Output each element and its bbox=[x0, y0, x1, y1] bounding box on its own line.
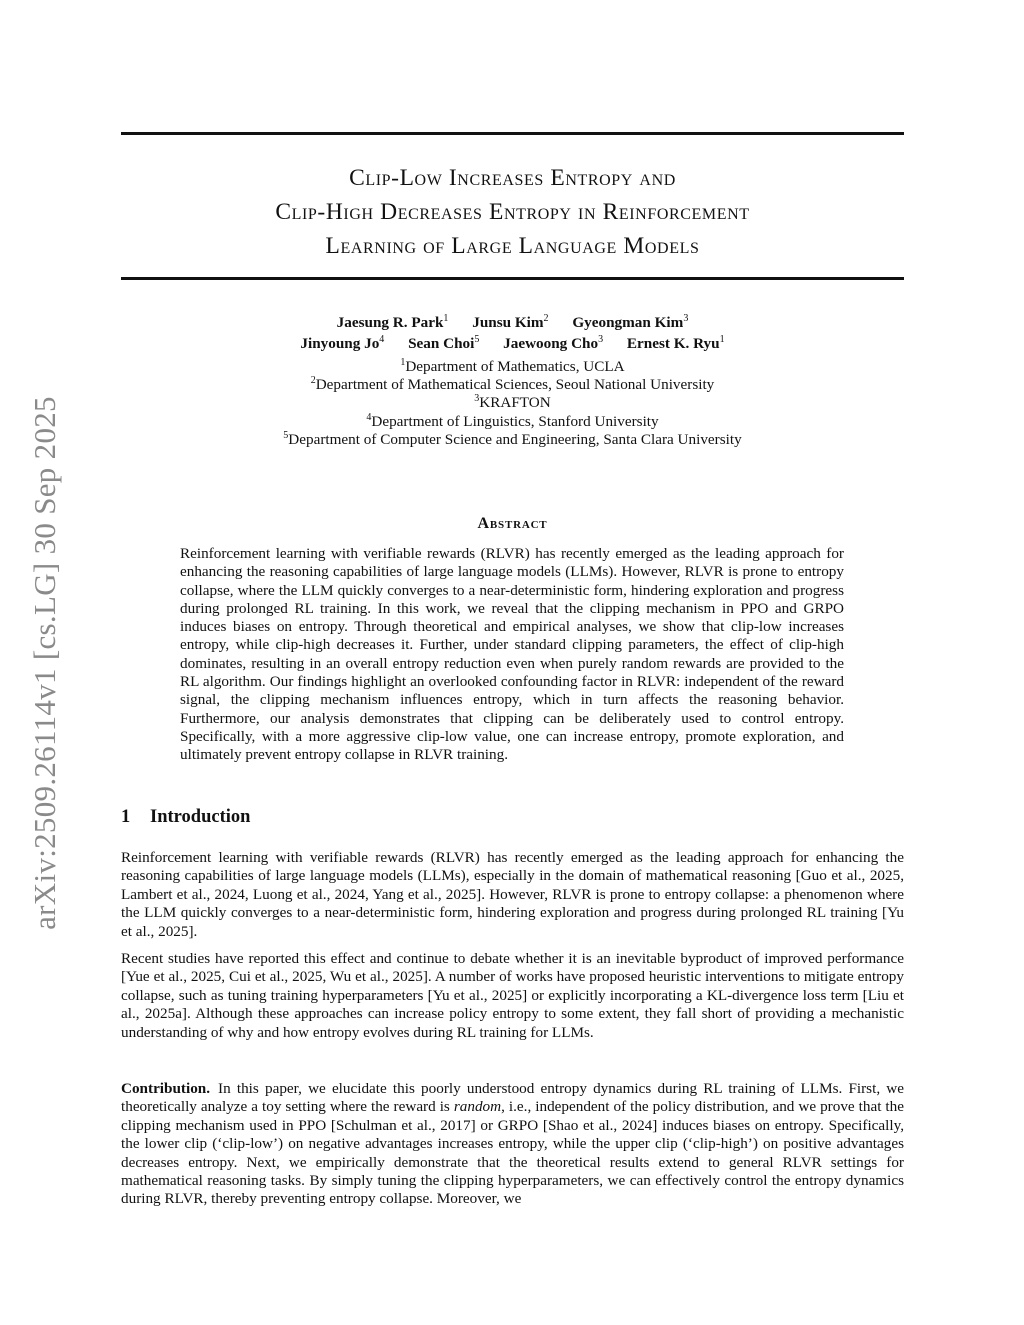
paper-title bbox=[121, 161, 904, 263]
title-line: Clip-High Decreases Entropy in Reinforcement bbox=[275, 199, 750, 225]
abstract-heading: Abstract bbox=[477, 515, 548, 532]
arxiv-identifier: arXiv:2509.26114v1 [cs.LG] 30 Sep 2025 bbox=[27, 396, 62, 930]
author-affil-mark: 3 bbox=[683, 313, 689, 324]
author bbox=[300, 333, 384, 354]
affiliation-number: 1 bbox=[400, 357, 406, 368]
section-number: 1 bbox=[121, 807, 131, 827]
section-title: Introduction bbox=[150, 807, 251, 827]
title-rule-bottom bbox=[121, 277, 904, 280]
author bbox=[337, 312, 449, 333]
affiliation bbox=[121, 394, 904, 412]
section-heading-introduction bbox=[121, 807, 250, 828]
paragraph-lead: Contribution. bbox=[121, 1080, 211, 1097]
title-rule-top bbox=[121, 132, 904, 135]
author-list bbox=[121, 312, 904, 354]
affiliation-number: 4 bbox=[366, 411, 372, 423]
affiliation-text: Department of Mathematics, UCLA bbox=[405, 358, 625, 375]
author bbox=[627, 333, 725, 354]
author-name: Gyeongman Kim bbox=[572, 314, 684, 331]
affiliation bbox=[121, 376, 904, 394]
author bbox=[472, 312, 548, 333]
author-name: Ernest K. Ryu bbox=[626, 335, 720, 352]
affiliation bbox=[121, 358, 904, 376]
affiliation bbox=[121, 431, 904, 449]
author-name: Jinyoung Jo bbox=[300, 335, 380, 352]
author bbox=[408, 333, 479, 354]
author bbox=[572, 312, 688, 333]
affiliation-text: Department of Linguistics, Stanford University bbox=[371, 412, 659, 430]
author-affil-mark: 1 bbox=[443, 313, 449, 324]
intro-paragraph-contribution bbox=[121, 1080, 904, 1209]
affiliation bbox=[121, 413, 904, 431]
title-line: Learning of Large Language Models bbox=[325, 233, 700, 259]
author-row bbox=[121, 312, 904, 333]
title-line: Clip-Low Increases Entropy and bbox=[349, 165, 676, 191]
author-affil-mark: 5 bbox=[474, 334, 480, 345]
paragraph-text: In this paper, we elucidate this poorly understood entropy dynamics during RL training of LLMs. First, we theoretically analyze a toy setting where the reward is bbox=[121, 1080, 904, 1116]
author-row bbox=[121, 333, 904, 354]
affiliation-number: 2 bbox=[310, 375, 316, 387]
author-name: Sean Choi bbox=[408, 335, 475, 352]
intro-paragraph-2: Recent studies have reported this effect and continue to debate whether it is an inevitable byproduct of improved performance [Yue et al., 2025, Cui et al., 2025, Wu et al., 2025]. A number of works have proposed heuristic interventions to mitigate entropy collapse, such as tuning training hyperparameters [Yu et al., 2025] or explicitly incorporating a KL-divergence loss term [Liu et al., 2025a]. Although these approaches can increase policy entropy to some extent, they fall short of providing a mechanistic understanding of why and how entropy evolves during RL training for LLMs. bbox=[121, 950, 904, 1041]
paragraph-text: , i.e., independent of the policy distribution, and we prove that the clipping mechanism used in PPO [Schulman et al., 2017] or GRPO [Shao et al., 2024] induces biases on entropy. Specifically, the lower clip (‘clip-low’) on negative advantages increases entropy, while the upper clip (‘clip-high’) on positive advantages decreases entropy. Next, we empirically demonstrate that the theoretical results extend to general RLVR settings for mathematical reasoning tasks. By simply tuning the clipping hyperparameters, we can effectively control the entropy dynamics during RLVR, thereby preventing entropy collapse. Moreover, we bbox=[121, 1098, 904, 1208]
affiliation-list bbox=[121, 358, 904, 449]
author-affil-mark: 3 bbox=[598, 334, 604, 345]
affiliation-number: 5 bbox=[283, 429, 289, 441]
author-affil-mark: 1 bbox=[719, 334, 725, 345]
affiliation-text: Department of Mathematical Sciences, Seoul National University bbox=[315, 376, 715, 394]
author-affil-mark: 2 bbox=[543, 313, 549, 324]
abstract-text: Reinforcement learning with verifiable rewards (RLVR) has recently emerged as the leading approach for enhancing the reasoning capabilities of large language models (LLMs). However, RLVR is prone to entropy collapse, where the LLM quickly converges to a near-deterministic form, hindering exploration and progress during prolonged RL training. In this work, we reveal that the clipping mechanism in PPO and GRPO induces biases on entropy. Through theoretical and empirical analyses, we show that clip-low increases entropy, while clip-high decreases it. Further, under standard clipping parameters, the effect of clip-high dominates, resulting in an overall entropy reduction even when purely random rewards are provided to the RL algorithm. Our findings highlight an overlooked confounding factor in RLVR: independent of the reward signal, the clipping mechanism influences entropy, which in turn affects the reasoning behavior. Furthermore, our analysis demonstrates that clipping can be deliberately used to control entropy. Specifically, with a more aggressive clip-low value, one can increase entropy, promote exploration, and ultimately prevent entropy collapse in RLVR training. bbox=[180, 545, 844, 764]
author-name: Jaesung R. Park bbox=[336, 314, 444, 331]
affiliation-text: Department of Computer Science and Engineering, Santa Clara University bbox=[288, 430, 742, 448]
affiliation-text: KRAFTON bbox=[479, 394, 551, 412]
affiliation-number: 3 bbox=[474, 393, 480, 405]
author bbox=[503, 333, 603, 354]
emphasis-text: random bbox=[453, 1098, 502, 1116]
author-name: Junsu Kim bbox=[472, 314, 544, 331]
author-affil-mark: 4 bbox=[379, 334, 385, 345]
author-name: Jaewoong Cho bbox=[503, 335, 599, 352]
intro-paragraph-1: Reinforcement learning with verifiable rewards (RLVR) has recently emerged as the leading approach for enhancing the reasoning capabilities of large language models (LLMs), especially in the domain of mathematical reasoning [Guo et al., 2025, Lambert et al., 2024, Luong et al., 2024, Yang et al., 2025]. However, RLVR is prone to entropy collapse: a phenomenon where the LLM quickly converges to a near-deterministic form, hindering exploration and progress during prolonged RL training [Yu et al., 2025]. bbox=[121, 849, 904, 940]
